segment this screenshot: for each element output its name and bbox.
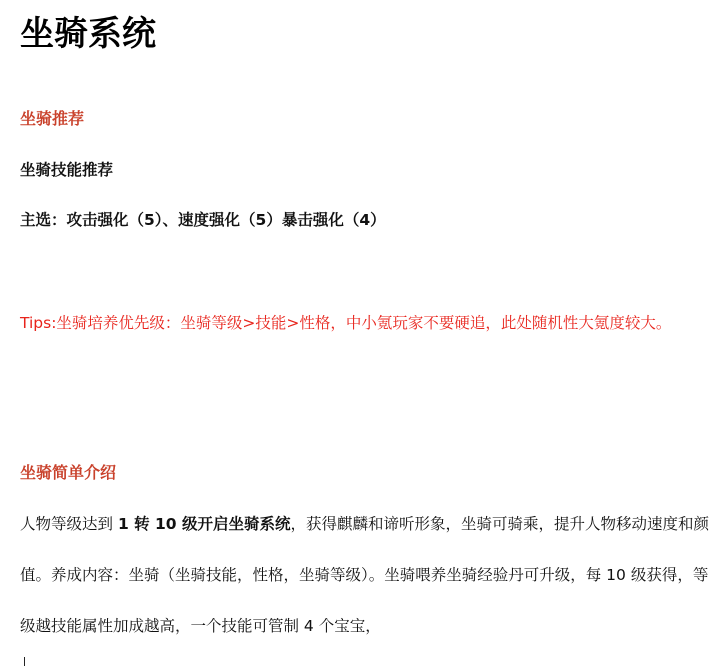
intro-heading: 坐骑简单介绍 <box>20 463 117 482</box>
intro-paragraph <box>20 499 710 652</box>
recommend-heading: 坐骑推荐 <box>20 109 85 128</box>
intro-bold-text: 1 转 10 级开启坐骑系统 <box>117 515 291 533</box>
intro-text-rest: ，获得麒麟和谛听形象，坐骑可骑乘，提升人物移动速度和颜值。养成内容：坐骑（坐骑技能，性格，坐骑等级）。坐骑喂养坐骑经验丹可升级，每 10 级获得，等级越技能属性加成越高，一个技能可管制 4 个宝宝， <box>20 515 709 635</box>
tips-paragraph: Tips:坐骑培养优先级：坐骑等级>技能>性格，中小氪玩家不要硬追，此处随机性大氪度较大。 <box>20 314 672 332</box>
skill-heading: 坐骑技能推荐 <box>20 161 114 179</box>
page-title: 坐骑系统 <box>20 14 156 54</box>
main-pick-line: 主选：攻击强化（5）、速度强化（5）暴击强化（4） <box>20 211 386 229</box>
text-cursor <box>24 657 25 666</box>
intro-text-start: 人物等级达到 <box>20 515 118 533</box>
